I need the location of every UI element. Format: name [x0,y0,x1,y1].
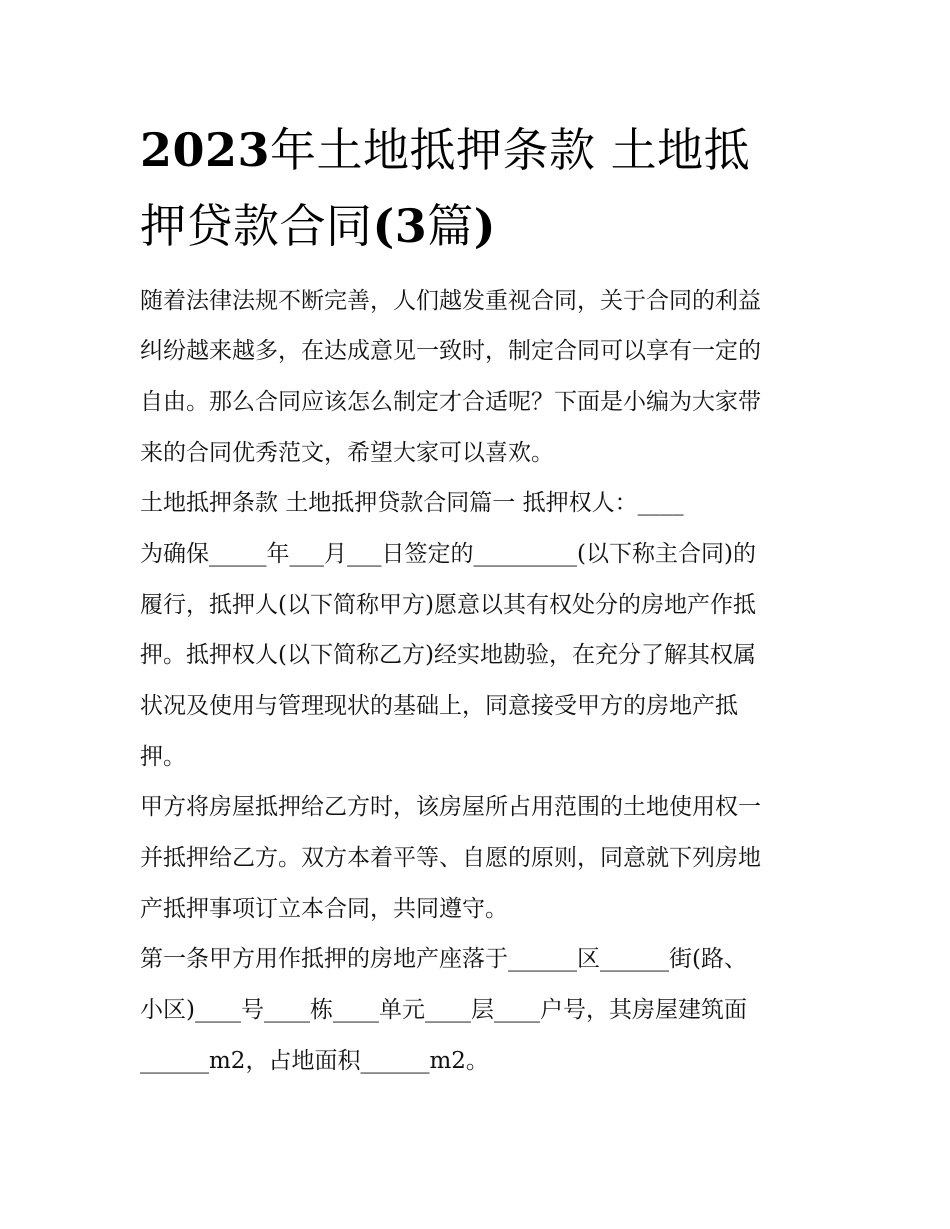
title-close-paren: ) [473,199,497,253]
title-count-unit: 篇 [427,199,474,253]
title-count: (3 [372,199,428,253]
document-title [140,112,820,264]
intro-line-2: 纠纷越来越多，在达成意见一致时，制定合同可以享有一定的 [140,338,761,364]
intro-line-4: 来的合同优秀范文，希望大家可以喜欢。 [140,440,554,466]
body-line-4: 状况及使用与管理现状的基础上，同意接受甲方的房地产抵 [140,693,738,719]
body-line-2: 履行，抵押人(以下简称甲方)愿意以其有权处分的房地产作抵 [140,592,756,618]
intro-line-1: 随着法律法规不断完善，人们越发重视合同，关于合同的利益 [140,288,761,314]
article-1-line-2: 小区)____号____栋____单元____层____户号，其房屋建筑面 [140,997,747,1023]
title-text-line1: 年土地抵押条款 土地抵 [270,123,751,177]
article-1-line-1: 第一条甲方用作抵押的房地产座落于______区______街(路、 [140,946,747,972]
section-heading-line: 土地抵押条款 土地抵押贷款合同篇一 抵押权人：____ [140,490,684,516]
body-line-7: 并抵押给乙方。双方本着平等、自愿的原则，同意就下列房地 [140,845,761,871]
body-line-8: 产抵押事项订立本合同，共同遵守。 [140,896,508,922]
body-line-5: 押。 [140,744,186,770]
body-line-3: 押。抵押权人(以下简称乙方)经实地勘验，在充分了解其权属 [140,642,756,668]
title-year: 2023 [140,123,271,177]
intro-line-3: 自由。那么合同应该怎么制定才合适呢？下面是小编为大家带 [140,389,761,415]
title-text-line2: 押贷款合同 [140,199,373,253]
article-1-line-3: ______m2，占地面积______m2。 [140,1048,489,1074]
body-line-1: 为确保_____年___月___日签定的_________(以下称主合同)的 [140,541,756,567]
body-line-6: 甲方将房屋抵押给乙方时，该房屋所占用范围的土地使用权一 [140,794,761,820]
